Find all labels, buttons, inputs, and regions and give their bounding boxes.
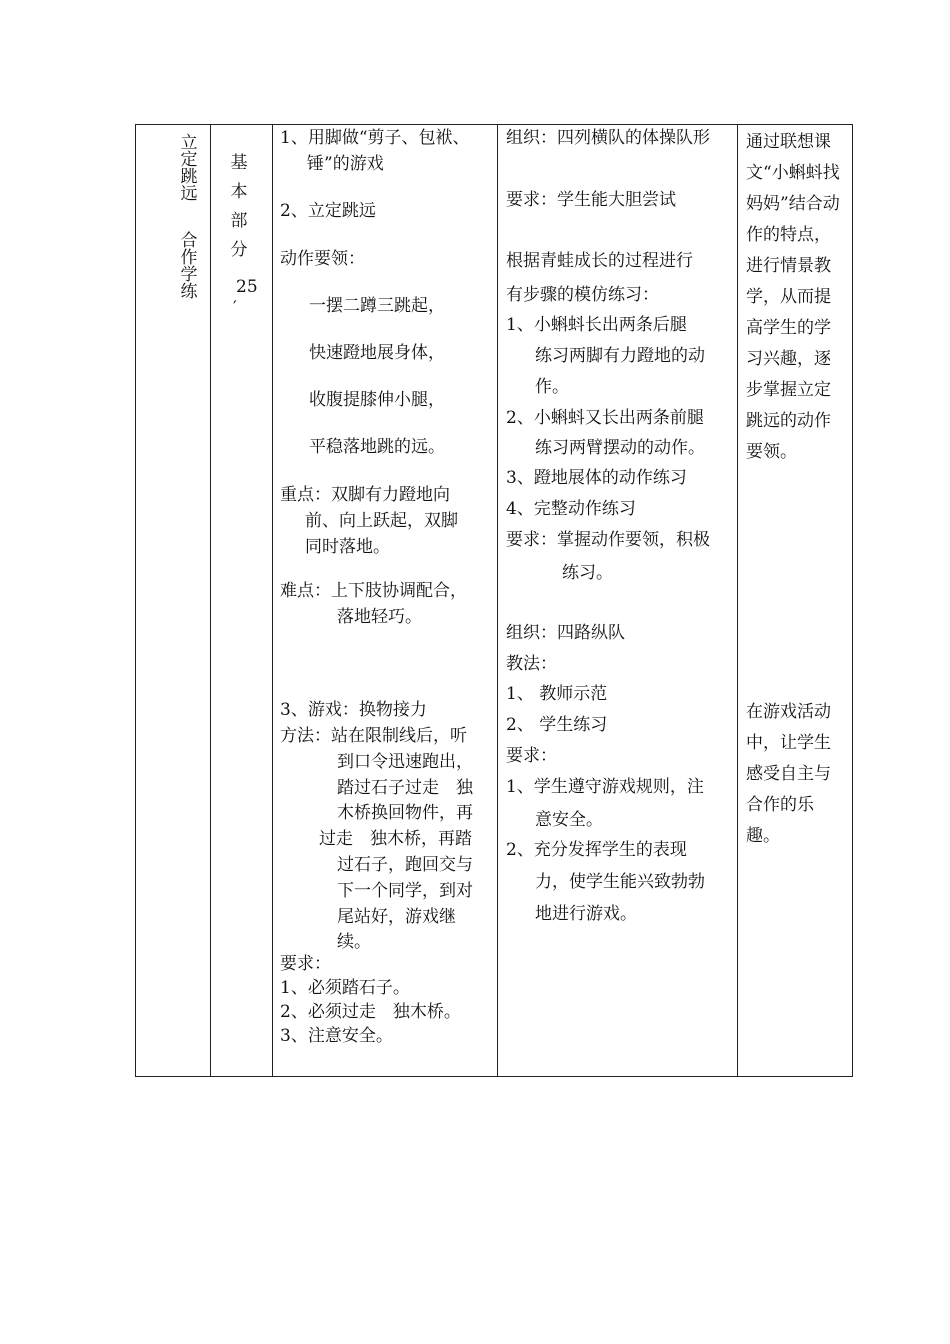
topic-line-1: 立定跳远 <box>180 133 198 204</box>
content-line: 收腹提膝伸小腿， <box>309 390 445 410</box>
content-line: 踏过石子过走 独 <box>337 778 473 798</box>
content-line: 1、用脚做“剪子、包袱、 <box>280 128 470 148</box>
organization-line: 练习两脚有力蹬地的动 <box>535 346 705 366</box>
content-line: 动作要领： <box>280 249 365 269</box>
lesson-plan-table <box>135 124 853 1077</box>
content-line: 平稳落地跳的远。 <box>309 437 445 457</box>
organization-line: 1、 教师示范 <box>506 684 608 704</box>
topic-line-2: 合作学练 <box>180 231 198 302</box>
intent-paragraph-1: 通过联想课文“小蝌蚪找妈妈”结合动作的特点，进行情景教学，从而提高学生的学习兴趣，逐步掌握立定跳远的动作要领。 <box>746 132 840 462</box>
part-time-unit: ′ <box>233 298 237 318</box>
content-line: 过走 独木桥，再踏 <box>319 829 472 849</box>
organization-line: 3、蹬地展体的动作练习 <box>506 468 687 488</box>
content-line: 方法：站在限制线后，听 <box>280 726 467 746</box>
intent-cell <box>738 125 854 1076</box>
organization-line: 练习两臂摆动的动作。 <box>535 438 705 458</box>
content-line: 过石子，跑回交与 <box>337 855 473 875</box>
organization-line: 地进行游戏。 <box>535 904 637 924</box>
content-line: 要求： <box>280 954 331 974</box>
part-label: 基本部分 <box>230 153 248 260</box>
organization-line: 教法： <box>506 654 557 674</box>
content-line: 2、必须过走 独木桥。 <box>280 1002 461 1022</box>
organization-line: 有步骤的模仿练习： <box>506 285 659 305</box>
organization-line: 组织：四列横队的体操队形 <box>506 128 710 148</box>
intent-paragraph-2: 在游戏活动中，让学生感受自主与合作的乐趣。 <box>746 702 831 846</box>
content-line: 下一个同学，到对 <box>337 881 473 901</box>
content-line: 到口令迅速跑出， <box>337 752 473 772</box>
content-cell <box>273 125 497 1076</box>
content-line: 木桥换回物件，再 <box>337 803 473 823</box>
organization-line: 2、小蝌蚪又长出两条前腿 <box>506 408 704 428</box>
organization-line: 要求：掌握动作要领，积极 <box>506 530 710 550</box>
content-line: 前、向上跃起，双脚 <box>305 511 458 531</box>
organization-line: 4、完整动作练习 <box>506 499 636 519</box>
organization-line: 1、小蝌蚪长出两条后腿 <box>506 315 687 335</box>
content-line: 2、立定跳远 <box>280 201 376 221</box>
content-line: 尾站好，游戏继 <box>337 907 456 927</box>
organization-line: 要求：学生能大胆尝试 <box>506 190 676 210</box>
organization-line: 2、 学生练习 <box>506 715 608 735</box>
organization-line: 意安全。 <box>535 810 603 830</box>
part-time: 25 <box>236 277 258 297</box>
organization-line: 作。 <box>535 377 569 397</box>
organization-line: 要求： <box>506 746 557 766</box>
organization-cell <box>498 125 737 1076</box>
content-line: 续。 <box>337 932 371 952</box>
content-line: 难点：上下肢协调配合， <box>280 581 467 601</box>
content-line: 3、注意安全。 <box>280 1026 393 1046</box>
content-line: 3、游戏：换物接力 <box>280 700 427 720</box>
organization-line: 力，使学生能兴致勃勃 <box>535 872 705 892</box>
content-line: 锤”的游戏 <box>307 154 384 174</box>
organization-line: 1、学生遵守游戏规则，注 <box>506 777 704 797</box>
organization-line: 根据青蛙成长的过程进行 <box>506 251 693 271</box>
content-line: 重点：双脚有力蹬地向 <box>280 485 450 505</box>
organization-line: 练习。 <box>562 563 613 583</box>
organization-line: 组织：四路纵队 <box>506 623 625 643</box>
content-line: 快速蹬地展身体， <box>309 343 445 363</box>
content-line: 1、必须踏石子。 <box>280 978 410 998</box>
topic-cell <box>136 125 210 1076</box>
part-cell <box>211 125 272 1076</box>
organization-line: 2、充分发挥学生的表现 <box>506 840 687 860</box>
content-line: 一摆二蹲三跳起， <box>309 296 445 316</box>
content-line: 同时落地。 <box>305 537 390 557</box>
content-line: 落地轻巧。 <box>337 607 422 627</box>
